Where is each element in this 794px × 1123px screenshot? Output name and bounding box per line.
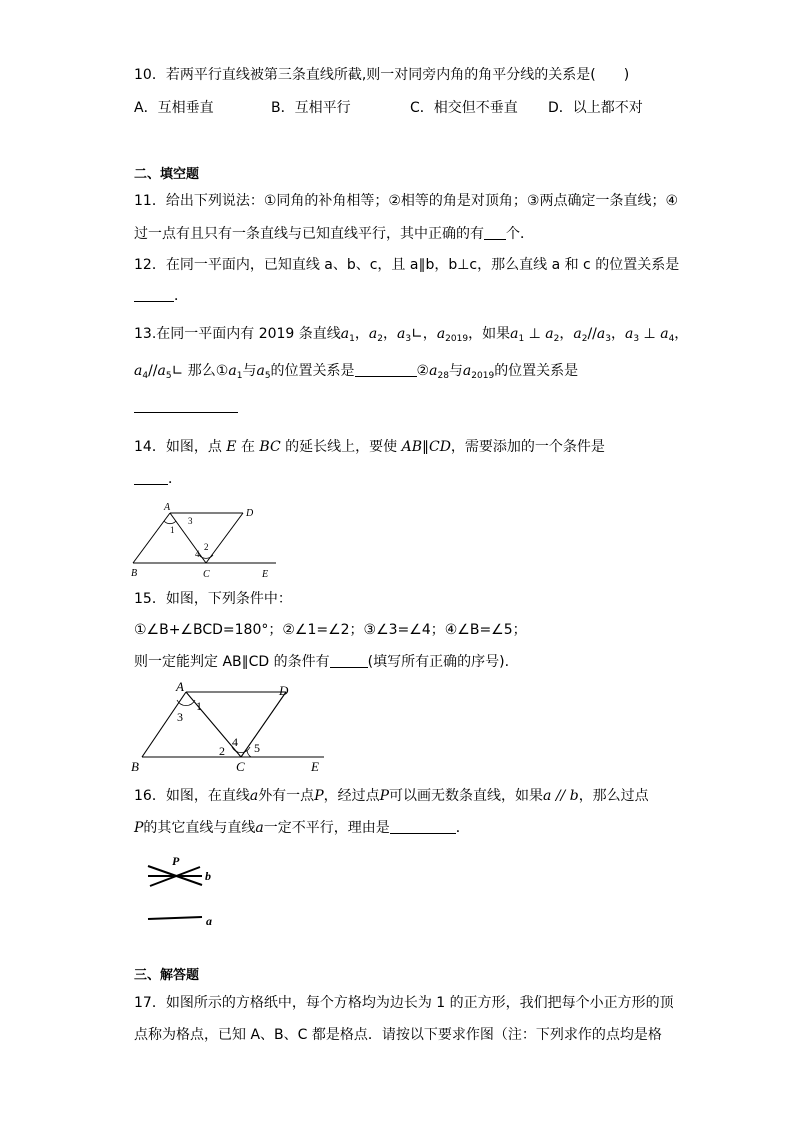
var-a: a [134, 363, 143, 379]
label-5: 5 [254, 741, 260, 755]
q14-text: 在 [236, 439, 260, 455]
q13-text: 与 [448, 363, 463, 379]
label-3: 3 [188, 516, 193, 526]
q13-text: 的位置关系是 [270, 363, 355, 379]
var-a: a [249, 788, 259, 804]
q15-text: 则一定能判定 AB∥CD 的条件有 [134, 654, 330, 670]
q16-answer-blank[interactable] [390, 819, 456, 834]
q16-text: 外有一点 [258, 788, 315, 804]
sub: 5 [264, 371, 271, 381]
perp-sign: ⊥ [524, 326, 546, 342]
q11-answer-blank[interactable] [484, 225, 506, 240]
sub: 2019 [445, 334, 469, 344]
q16-end: ． [455, 820, 470, 836]
label-b: B [131, 568, 138, 579]
label-c: C [203, 569, 210, 580]
q13-answer-blank-1[interactable] [355, 362, 417, 377]
q10-option-b: B．互相平行 [271, 100, 351, 116]
angle-mark [247, 750, 251, 757]
label-c: C [236, 759, 245, 774]
sub: 3 [633, 334, 640, 344]
parallel-sign: // [587, 326, 597, 342]
var-a: a [436, 326, 446, 342]
q13-text: ， [611, 326, 625, 342]
line-a [148, 917, 202, 919]
label-a: A [164, 502, 171, 513]
label-2: 2 [219, 744, 225, 758]
q16-line2 [134, 819, 470, 837]
q10-option-c: C．相交但不垂直 [410, 100, 518, 116]
label-2: 2 [204, 542, 209, 552]
label-e: E [262, 569, 269, 580]
var-a: a [255, 820, 264, 836]
var-a: a [228, 363, 237, 379]
sub: 28 [437, 371, 449, 381]
label-d: D [246, 508, 254, 519]
label-3: 3 [177, 710, 183, 724]
q15-line3 [134, 653, 509, 671]
sub: 1 [518, 334, 525, 344]
q11-line1: 11．给出下列说法：①同角的补角相等；②相等的角是对顶角；③两点确定一条直线；④ [134, 193, 679, 209]
sub: 5 [165, 371, 172, 381]
point-p: P [314, 788, 324, 804]
section-fill-in-heading: 二、填空题 [134, 167, 200, 182]
sub: 2 [581, 334, 588, 344]
q16-text: 一定不平行，理由是 [263, 820, 390, 836]
q15-text: (填写所有正确的序号). [367, 654, 510, 670]
q13-text: ， [354, 326, 369, 342]
q13-answer-blank-2[interactable] [134, 412, 238, 413]
label-b: B [131, 759, 139, 774]
label-b: b [205, 869, 211, 883]
line-ab [142, 692, 186, 757]
label-4: 4 [195, 549, 200, 559]
sub: 4 [142, 371, 149, 381]
q10-option-a: A．互相垂直 [134, 100, 214, 116]
label-4: 4 [232, 735, 238, 749]
label-e: E [311, 759, 319, 774]
sub: 1 [349, 334, 355, 344]
q17-line2: 点称为格点，已知 A、B、C 都是格点．请按以下要求作图（注：下列求作的点均是格 [134, 1027, 662, 1043]
var-a: a [396, 326, 406, 342]
var-a: a [157, 363, 166, 379]
var-a: a [625, 326, 634, 342]
line-cd [206, 513, 243, 563]
q12-line1: 12．在同一平面内，已知直线 a、b、c，且 a∥b，b⊥c，那么直线 a 和 c 的位置关系是 [134, 257, 680, 273]
figure-q16 [140, 854, 230, 934]
var-a: a [573, 326, 582, 342]
segment-bc: BC [259, 439, 281, 455]
point-p: P [379, 788, 390, 804]
var-a: a [596, 326, 606, 342]
figure-q15 [128, 680, 328, 776]
q16-text: 可以画无数条直线，如果 [389, 788, 544, 804]
segment-ab: AB [401, 439, 422, 455]
q16-line1 [134, 787, 649, 805]
q12-line2 [134, 287, 188, 305]
label-a: a [206, 914, 212, 928]
sub: 2 [553, 334, 560, 344]
q11-end: 个． [506, 226, 534, 242]
q13-text: ，如果 [468, 326, 511, 342]
sub: 2019 [471, 371, 495, 381]
q14-text: ，需要添加的一个条件是 [450, 439, 605, 455]
var-a: a [368, 326, 378, 342]
q13-line1 [134, 325, 688, 348]
sub: 3 [405, 334, 412, 344]
q14-answer-blank[interactable] [134, 470, 168, 485]
q14-line1 [134, 438, 605, 456]
q13-text: ∟ 那么① [171, 363, 229, 379]
label-d: D [279, 683, 289, 698]
q13-text: ， [382, 326, 397, 342]
point-p: P [134, 820, 144, 836]
var-a: a [429, 363, 438, 379]
sub: 4 [668, 334, 675, 344]
var-a: a [462, 363, 472, 379]
line-ab [133, 513, 170, 563]
q16-text: 16．如图，在直线 [134, 788, 250, 804]
q13-text: ， [674, 326, 689, 342]
q10-stem: 10．若两平行直线被第三条直线所截,则一对同旁内角的角平分线的关系是( ) [134, 67, 630, 83]
q13-text: 的位置关系是 [494, 363, 579, 379]
q15-line2: ①∠B+∠BCD=180°；②∠1=∠2；③∠3=∠4；④∠B=∠5； [134, 622, 527, 638]
q12-answer-blank[interactable] [134, 287, 174, 302]
q17-line1: 17．如图所示的方格纸中，每个方格均为边长为 1 的正方形，我们把每个小正方形的顶 [134, 995, 674, 1011]
segment-cd: CD [428, 439, 451, 455]
q14-text: 14．如图，点 [134, 439, 227, 455]
figure-q14 [128, 500, 280, 582]
q13-text: 与 [242, 363, 257, 379]
point-e: E [226, 439, 237, 455]
label-p: P [172, 854, 180, 868]
q13-text: 13.在同一平面内有 2019 条直线 [134, 326, 341, 342]
section-answer-heading: 三、解答题 [134, 968, 200, 983]
q11-text: 过一点有且只有一条直线与已知直线平行，其中正确的有 [134, 226, 484, 242]
line-cd [241, 692, 286, 757]
parallel-sign: ∥ [421, 439, 429, 455]
q11-line2 [134, 225, 534, 243]
label-1: 1 [170, 525, 175, 535]
q15-line1: 15．如图，下列条件中： [134, 591, 292, 607]
var-a: a [660, 326, 669, 342]
angle-mark [164, 521, 176, 524]
q13-line2 [134, 362, 578, 385]
q13-text: ， [559, 326, 574, 342]
var-a: a [510, 326, 519, 342]
label-1: 1 [196, 699, 202, 713]
var-a: a [340, 326, 350, 342]
q16-text: ，经过点 [323, 788, 380, 804]
sub: 1 [236, 371, 243, 381]
q14-text: 的延长线上，要使 [280, 439, 402, 455]
condition-a-parallel-b: a // b [543, 788, 579, 804]
label-a: A [176, 680, 184, 694]
sub: 3 [605, 334, 611, 344]
var-a: a [256, 363, 265, 379]
q12-end: ． [174, 288, 188, 304]
q10-option-d: D．以上都不对 [548, 100, 643, 116]
q16-text: 的其它直线与直线 [143, 820, 256, 836]
q15-answer-blank[interactable] [330, 653, 368, 668]
parallel-sign: // [148, 363, 158, 379]
q13-text: ∟， [411, 326, 437, 342]
q14-end: ． [168, 471, 182, 487]
q14-line2 [134, 470, 182, 488]
var-a: a [545, 326, 554, 342]
sub: 2 [377, 334, 383, 344]
q13-text: ② [416, 363, 430, 379]
q16-text: ，那么过点 [578, 788, 649, 804]
perp-sign: ⊥ [639, 326, 661, 342]
